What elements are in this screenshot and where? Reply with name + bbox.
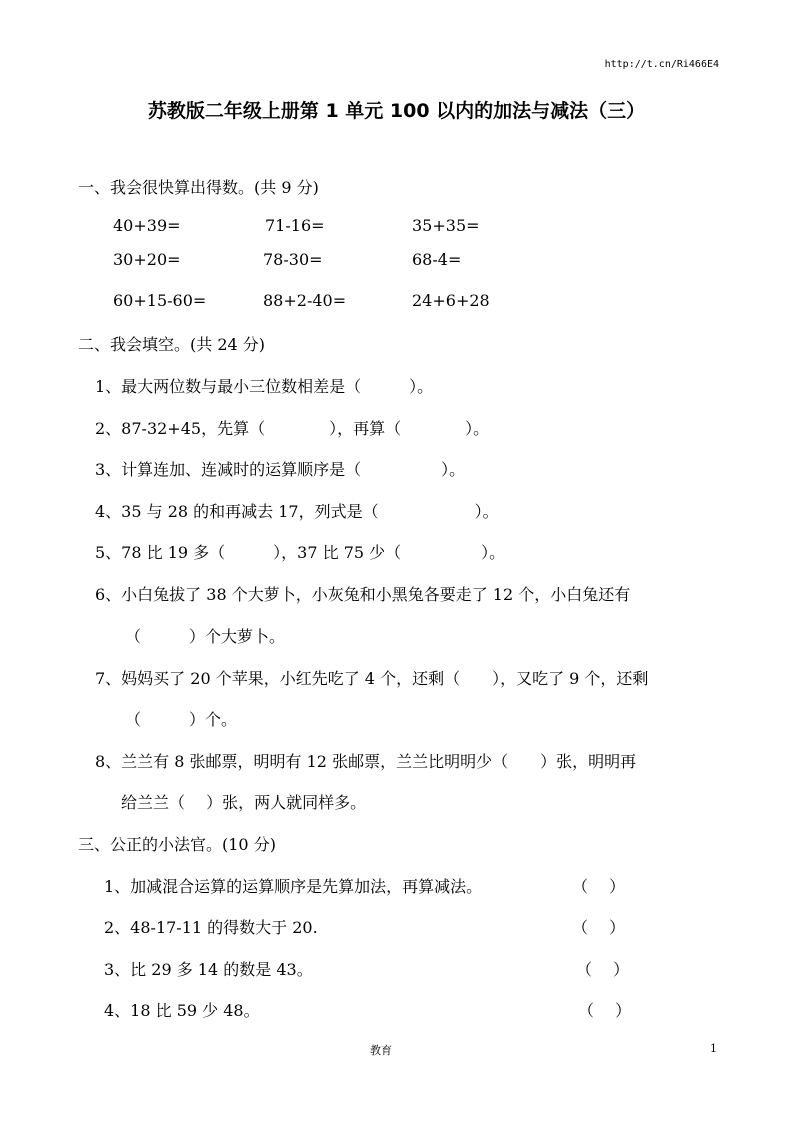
header-url: http://t.cn/Ri466E4 [604, 59, 719, 70]
fill-question-8-cont: 给兰兰（ ）张，两人就同样多。 [121, 793, 367, 812]
fill-question-7-cont: （ ）个。 [125, 710, 238, 729]
section3-heading: 三、公正的小法官。(10 分) [78, 835, 276, 854]
judge-question-2: 2、48-17-11 的得数大于 20. [104, 918, 318, 937]
judge-question-3: 3、比 29 多 14 的数是 43。 [104, 960, 313, 979]
fill-question-2: 2、87-32+45，先算（ ），再算（ ）。 [95, 419, 490, 438]
fill-question-4: 4、35 与 28 的和再减去 17，列式是（ ）。 [95, 502, 499, 521]
calc-1-3: 35+35= [412, 216, 480, 235]
fill-question-5: 5、78 比 19 多（ ），37 比 75 少（ ）。 [95, 543, 506, 562]
page-number: 1 [710, 1042, 717, 1055]
calc-2-1: 30+20= [113, 250, 181, 269]
calc-2-2: 78-30= [263, 250, 323, 269]
calc-1-2: 71-16= [265, 216, 325, 235]
section2-heading: 二、我会填空。(共 24 分) [78, 335, 266, 354]
judge-bracket-4: （ ） [578, 1001, 632, 1020]
page-title: 苏教版二年级上册第 1 单元 100 以内的加法与减法（三） [147, 100, 646, 122]
calc-3-3: 24+6+28 [412, 291, 490, 310]
fill-question-7: 7、妈妈买了 20 个苹果，小红先吃了 4 个，还剩（ ），又吃了 9 个，还剩 [95, 669, 649, 688]
judge-question-1: 1、加减混合运算的运算顺序是先算加法，再算减法。 [104, 877, 483, 896]
footer-label: 教育 [370, 1044, 392, 1057]
fill-question-3: 3、计算连加、连减时的运算顺序是（ ）。 [95, 460, 466, 479]
judge-question-4: 4、18 比 59 少 48。 [104, 1001, 260, 1020]
fill-question-1: 1、最大两位数与最小三位数相差是（ ）。 [95, 377, 434, 396]
fill-question-8: 8、兰兰有 8 张邮票，明明有 12 张邮票，兰兰比明明少（ ）张，明明再 [95, 752, 637, 771]
calc-1-1: 40+39= [113, 216, 181, 235]
calc-3-1: 60+15-60= [113, 291, 207, 310]
judge-bracket-1: （ ） [572, 877, 626, 896]
fill-question-6: 6、小白兔拔了 38 个大萝卜，小灰兔和小黑兔各要走了 12 个，小白兔还有 [95, 585, 631, 604]
judge-bracket-2: （ ） [572, 918, 626, 937]
judge-bracket-3: （ ） [576, 960, 630, 979]
calc-2-3: 68-4= [412, 250, 462, 269]
calc-3-2: 88+2-40= [263, 291, 347, 310]
section1-heading: 一、我会很快算出得数。(共 9 分) [78, 178, 319, 197]
fill-question-6-cont: （ ）个大萝卜。 [125, 627, 286, 646]
